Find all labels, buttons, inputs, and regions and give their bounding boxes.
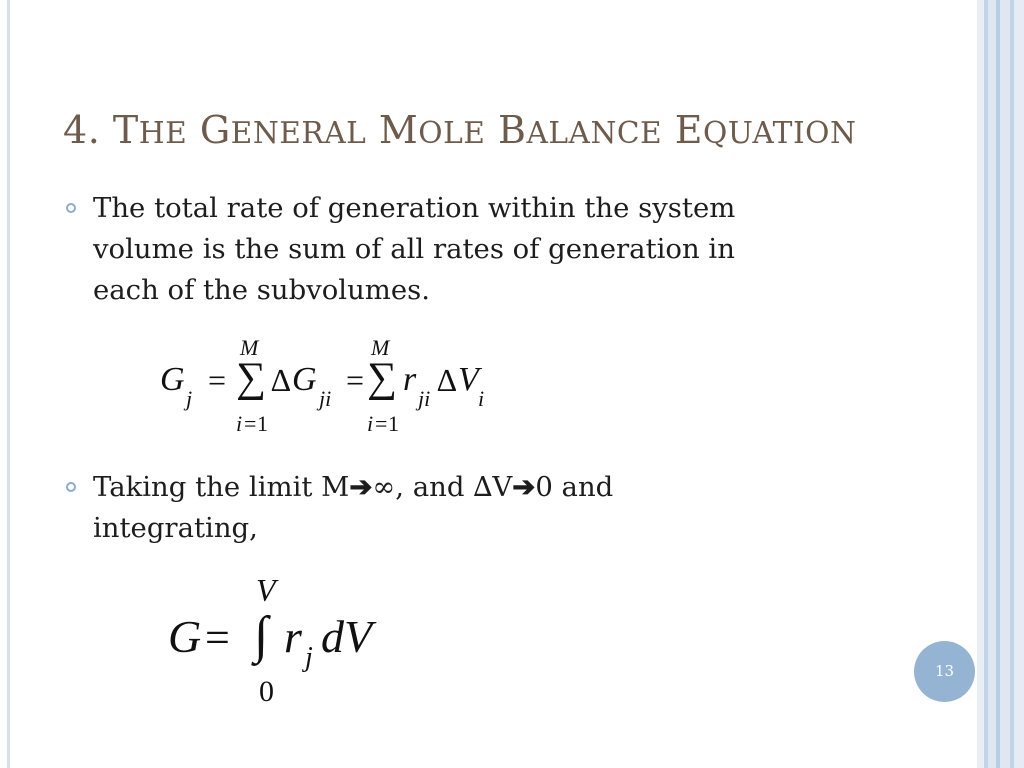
eq2-lower-0: 0 <box>259 675 274 708</box>
eq2-upper-V: V <box>256 572 276 608</box>
eq1-sum1-lower-i: i <box>236 411 243 436</box>
eq2-G: G <box>168 611 202 662</box>
eq1-sum1-upper: M <box>240 335 259 360</box>
eq1-sum2-lower-one: 1 <box>388 411 399 436</box>
eq1-sum1-lower-one: 1 <box>257 411 268 436</box>
arrow-right-icon: ➔ <box>512 471 536 503</box>
summation-icon: ∑ <box>367 355 397 401</box>
right-border-stripe <box>977 0 984 768</box>
eq1-sub-j: j <box>186 386 193 411</box>
summation-icon: ∑ <box>236 355 266 401</box>
bullet-marker <box>66 203 76 213</box>
slide-number-badge: 13 <box>914 641 975 702</box>
bullet-line: integrating, <box>93 512 258 544</box>
bullet-text <box>93 188 735 311</box>
bullet-line: Taking the limit M <box>93 471 350 503</box>
eq2-sub-j: j <box>305 642 313 673</box>
eq1-equals2: = <box>346 362 365 398</box>
integral-icon: ∫ <box>254 607 269 664</box>
right-border-stripe <box>988 0 996 768</box>
eq1-V: V <box>458 361 479 398</box>
eq1-equals: = <box>208 362 227 398</box>
eq1-delta: ∆ <box>271 362 291 398</box>
bullet-line-part: 0 and <box>535 471 614 503</box>
slide-title: 4. THE GENERAL MOLE BALANCE EQUATION <box>63 108 857 152</box>
eq1-sub-i: i <box>478 386 485 411</box>
eq1-sub-ji: ji <box>319 386 332 411</box>
eq1-r: r <box>403 361 417 398</box>
right-border-stripe <box>1000 0 1010 768</box>
eq1-sum2-lower-eq: = <box>375 411 388 436</box>
eq1-G2: G <box>292 361 317 398</box>
arrow-right-icon: ➔ <box>349 471 373 503</box>
bullet-line-part: ∞, and ∆V <box>372 471 513 503</box>
eq1-sum1-lower-eq: = <box>244 411 257 436</box>
eq2-dV: dV <box>321 611 373 662</box>
bullet-line: each of the subvolumes. <box>93 274 431 306</box>
bullet-line: volume is the sum of all rates of generation in <box>93 233 735 265</box>
eq1-sum2-lower-i: i <box>367 411 374 436</box>
eq2-r: r <box>284 611 302 662</box>
eq2-equals: = <box>205 613 230 662</box>
eq1-sub-ji2: ji <box>418 386 431 411</box>
bullet-text <box>93 467 613 549</box>
right-border-stripe <box>1014 0 1024 768</box>
eq1-delta2: ∆ <box>437 362 457 398</box>
eq1-sum2-upper: M <box>371 335 390 360</box>
bullet-marker <box>66 482 76 492</box>
left-border-stripe <box>7 0 10 768</box>
eq1-G: G <box>160 361 185 398</box>
bullet-line: The total rate of generation within the system <box>93 192 736 224</box>
